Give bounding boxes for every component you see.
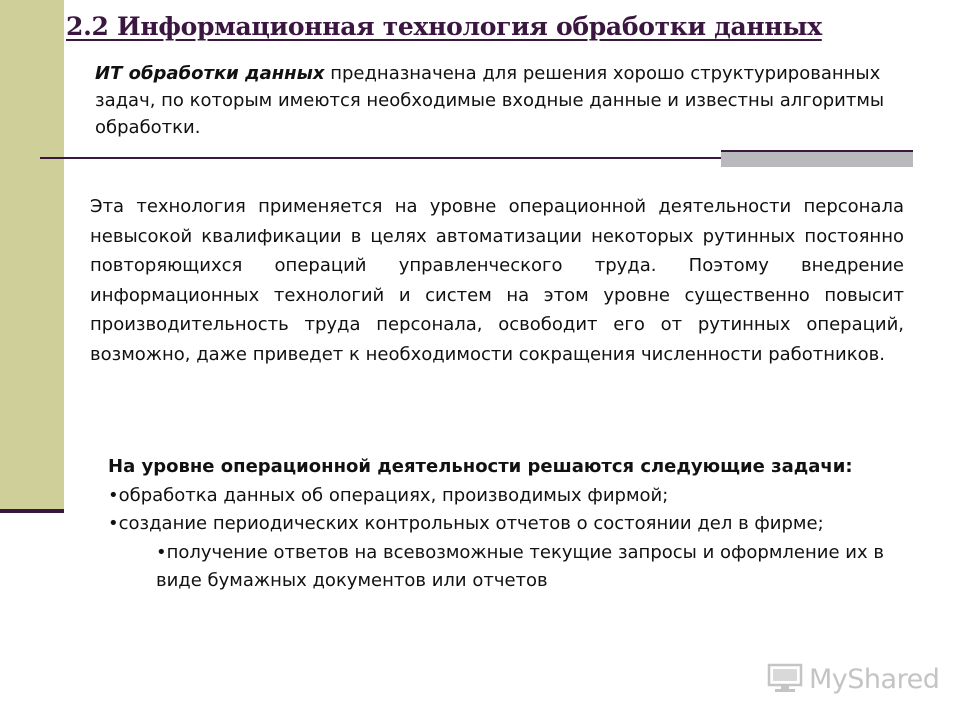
body-paragraph: Эта технология применяется на уровне операционной деятельности персонала невысокой квалификации в целях автоматизации некоторых рутинных постоянно повторяющихся операций управленческого труда. Поэтому внедрение информационных технологий и систем на этом уровне существенно повысит производительность труда персонала, освободит его от рутинных операций, возможно, даже приведет к необходимости сокращения численности работников.: [90, 196, 904, 365]
intro-text: [95, 60, 895, 141]
task-item: •создание периодических контрольных отчетов о состоянии дел в фирме;: [108, 513, 824, 534]
task-list-heading: На уровне операционной деятельности решаются следующие задачи:: [108, 456, 853, 477]
intro-rest: предназначена для решения хорошо структурированных задач, по которым имеются необходимые входные данные и известны алгоритмы обработки.: [95, 63, 885, 138]
divider-accent-block: [721, 150, 913, 167]
classroom-board-icon: [767, 663, 803, 695]
watermark-logo: [767, 659, 939, 699]
task-item: •получение ответов на всевозможные текущие запросы и оформление их в виде бумажных документов или отчетов: [156, 541, 884, 591]
intro-lead-bold: ИТ обработки данных: [95, 63, 325, 84]
decorative-side-bar: [0, 0, 64, 512]
slide-title: 2.2 Информационная технология обработки данных: [66, 12, 822, 41]
task-item: •обработка данных об операциях, производимых фирмой;: [108, 484, 669, 506]
side-bar-cap-line: [0, 509, 64, 513]
watermark-text: MyShared: [809, 663, 940, 695]
task-list: [108, 453, 948, 596]
